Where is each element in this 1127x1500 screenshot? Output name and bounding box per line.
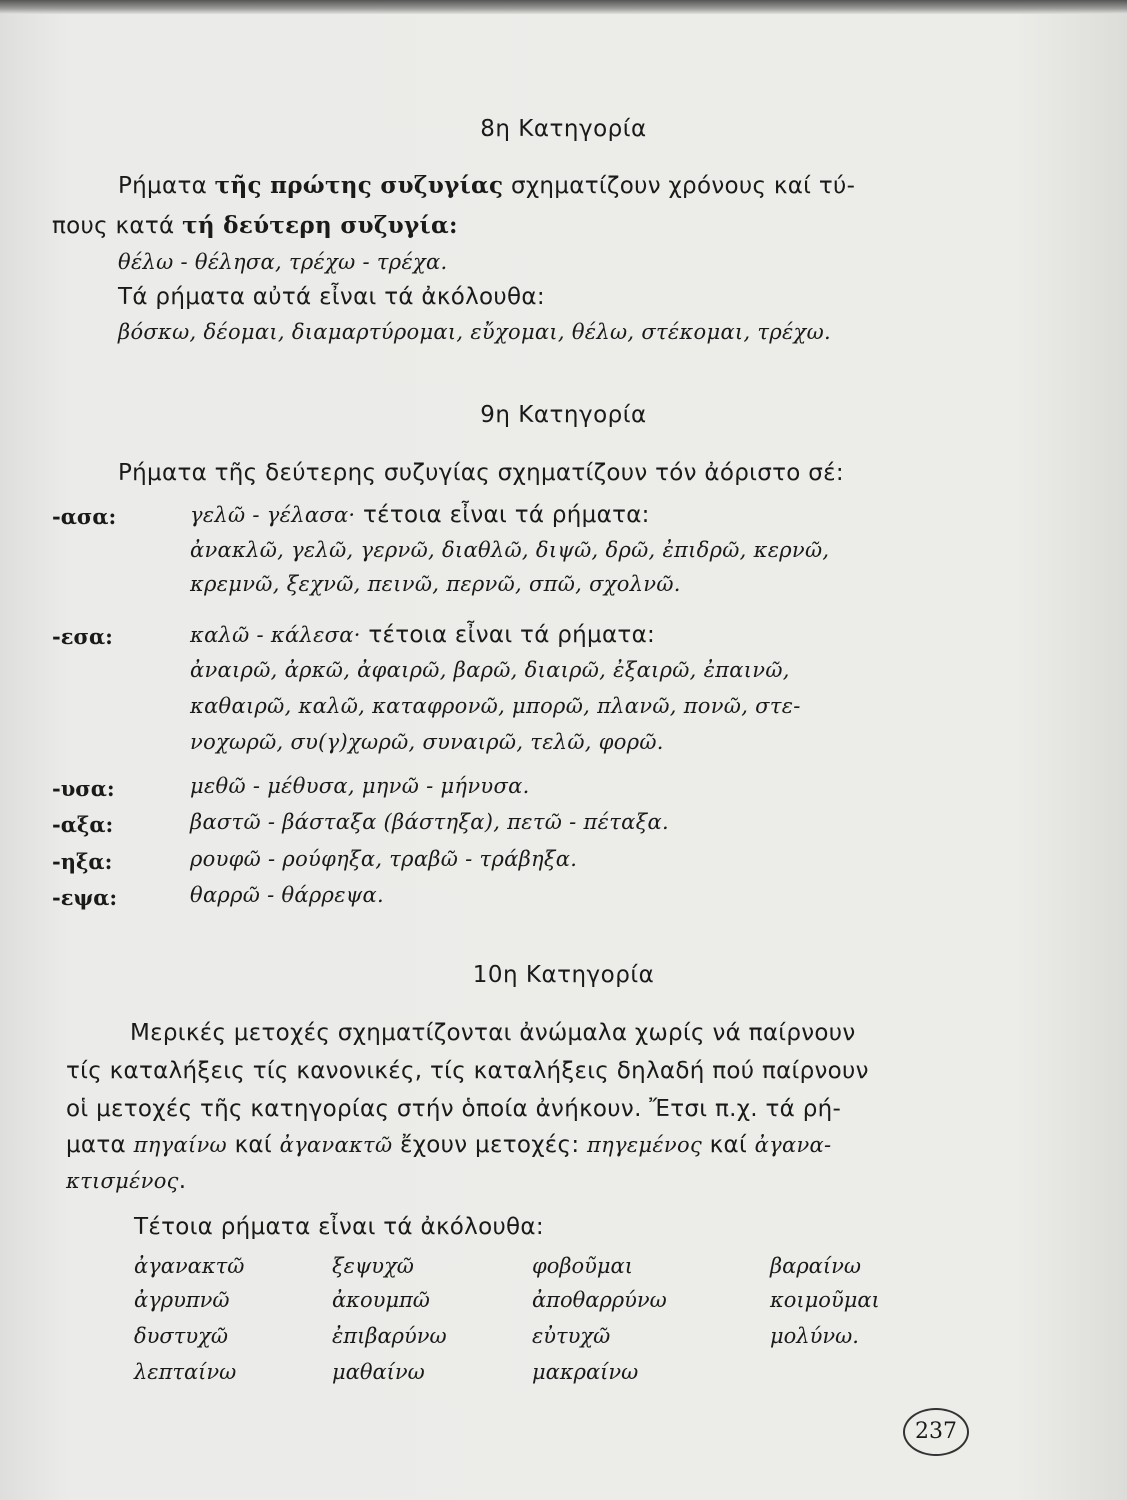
text-span: τέτοια εἶναι τά ρήματα:: [355, 502, 650, 528]
aksa-text: βαστῶ - βάσταξα (βάστηξα), πετῶ - πέταξα.: [190, 810, 669, 834]
word-cell: ἀποθαρρύνω: [532, 1288, 667, 1312]
italic-span: ἀγανακτῶ: [279, 1133, 393, 1157]
usa-text: μεθῶ - μέθυσα, μηνῶ - μήνυσα.: [190, 774, 530, 798]
text-span: ματα: [66, 1132, 134, 1158]
bold-span: τή δεύτερη συζυγία:: [182, 212, 458, 239]
word-cell: ξεψυχῶ: [332, 1254, 414, 1278]
word-cell: κοιμοῦμαι: [770, 1288, 880, 1312]
cat8-paragraph-line-2: [52, 212, 458, 239]
cat10-paragraph-line-5: [66, 1168, 186, 1194]
word-cell: φοβοῦμαι: [532, 1254, 633, 1278]
text-span: καί: [702, 1132, 755, 1158]
esa-example-line: [190, 622, 655, 648]
esa-list-2: καθαιρῶ, καλῶ, καταφρονῶ, μπορῶ, πλανῶ, πονῶ, στε-: [190, 694, 801, 718]
esa-list-1: ἀναιρῶ, ἀρκῶ, ἀφαιρῶ, βαρῶ, διαιρῶ, ἐξαιρῶ, ἐπαινῶ,: [190, 658, 790, 682]
italic-span: πηγεμένος: [587, 1133, 703, 1157]
word-cell: μαθαίνω: [332, 1360, 425, 1384]
heading-category-8: 8η Κατηγορία: [480, 116, 647, 142]
cat10-list-intro: Τέτοια ρήματα εἶναι τά ἀκόλουθα:: [134, 1214, 544, 1240]
cat8-list-intro: Τά ρήματα αὐτά εἶναι τά ἀκόλουθα:: [118, 284, 545, 310]
epsa-text: θαρρῶ - θάρρεψα.: [190, 883, 384, 907]
italic-span: γελῶ - γέλασα·: [190, 503, 356, 527]
word-cell: βαραίνω: [770, 1254, 861, 1278]
suffix-asa: -ασα:: [52, 504, 117, 529]
word-cell: μακραίνω: [532, 1360, 639, 1384]
suffix-aksa: -αξα:: [52, 812, 114, 837]
text-span: ἔχουν μετοχές:: [392, 1132, 588, 1158]
bold-span: τῆς πρώτης συζυγίας: [214, 172, 504, 199]
word-cell: δυστυχῶ: [134, 1324, 228, 1348]
heading-category-10: 10η Κατηγορία: [472, 962, 655, 988]
text-span: καί: [226, 1132, 280, 1158]
page-top-edge: [0, 0, 1127, 14]
word-cell: ἐπιβαρύνω: [332, 1324, 447, 1348]
cat9-intro: Ρήματα τῆς δεύτερης συζυγίας σχηματίζουν τόν ἀόριστο σέ:: [118, 460, 844, 486]
asa-example-line: [190, 502, 650, 528]
italic-span: καλῶ - κάλεσα·: [190, 623, 361, 647]
suffix-esa: -εσα:: [52, 624, 113, 649]
cat8-paragraph-line-1: [118, 172, 855, 199]
word-cell: ἀγανακτῶ: [134, 1254, 245, 1278]
heading-category-9: 9η Κατηγορία: [480, 402, 647, 428]
cat8-verb-list: βόσκω, δέομαι, διαμαρτύρομαι, εὔχομαι, θέλω, στέκομαι, τρέχω.: [118, 320, 831, 344]
word-cell: μολύνω.: [770, 1324, 859, 1348]
text-span: .: [178, 1168, 187, 1194]
page-number: 237: [903, 1408, 969, 1456]
cat10-paragraph-line-3: οἱ μετοχές τῆς κατηγορίας στήν ὁποία ἀνήκουν. Ἔτσι π.χ. τά ρή-: [66, 1096, 842, 1122]
cat8-example: θέλω - θέλησα, τρέχω - τρέχα.: [118, 250, 448, 274]
italic-span: ἀγανα-: [754, 1133, 832, 1157]
asa-list-1: ἀνακλῶ, γελῶ, γερνῶ, διαθλῶ, διψῶ, δρῶ, ἐπιδρῶ, κερνῶ,: [190, 538, 830, 562]
cat10-paragraph-line-4: [66, 1132, 831, 1158]
word-cell: ἀγρυπνῶ: [134, 1288, 230, 1312]
esa-list-3: νοχωρῶ, συ(γ)χωρῶ, συναιρῶ, τελῶ, φορῶ.: [190, 730, 664, 754]
text-span: τέτοια εἶναι τά ρήματα:: [360, 622, 656, 648]
word-cell: λεπταίνω: [134, 1360, 237, 1384]
suffix-iksa: -ηξα:: [52, 849, 113, 874]
word-cell: εὐτυχῶ: [532, 1324, 611, 1348]
suffix-epsa: -εψα:: [52, 885, 118, 910]
cat10-paragraph-line-1: Μερικές μετοχές σχηματίζονται ἀνώμαλα χωρίς νά παίρνουν: [130, 1020, 856, 1046]
italic-span: πηγαίνω: [133, 1133, 227, 1157]
word-cell: ἀκουμπῶ: [332, 1288, 430, 1312]
text-span: σχηματίζουν χρόνους καί τύ-: [503, 173, 856, 199]
iksa-text: ρουφῶ - ρούφηξα, τραβῶ - τράβηξα.: [190, 847, 578, 871]
text-span: Ρήματα: [118, 173, 215, 199]
cat10-paragraph-line-2: τίς καταλήξεις τίς κανονικές, τίς καταλήξεις δηλαδή πού παίρνουν: [66, 1058, 869, 1084]
asa-list-2: κρεμνῶ, ξεχνῶ, πεινῶ, περνῶ, σπῶ, σχολνῶ.: [190, 572, 681, 596]
suffix-usa: -υσα:: [52, 776, 115, 801]
italic-span: κτισμένος: [66, 1169, 179, 1193]
text-span: πους κατά: [52, 213, 183, 239]
